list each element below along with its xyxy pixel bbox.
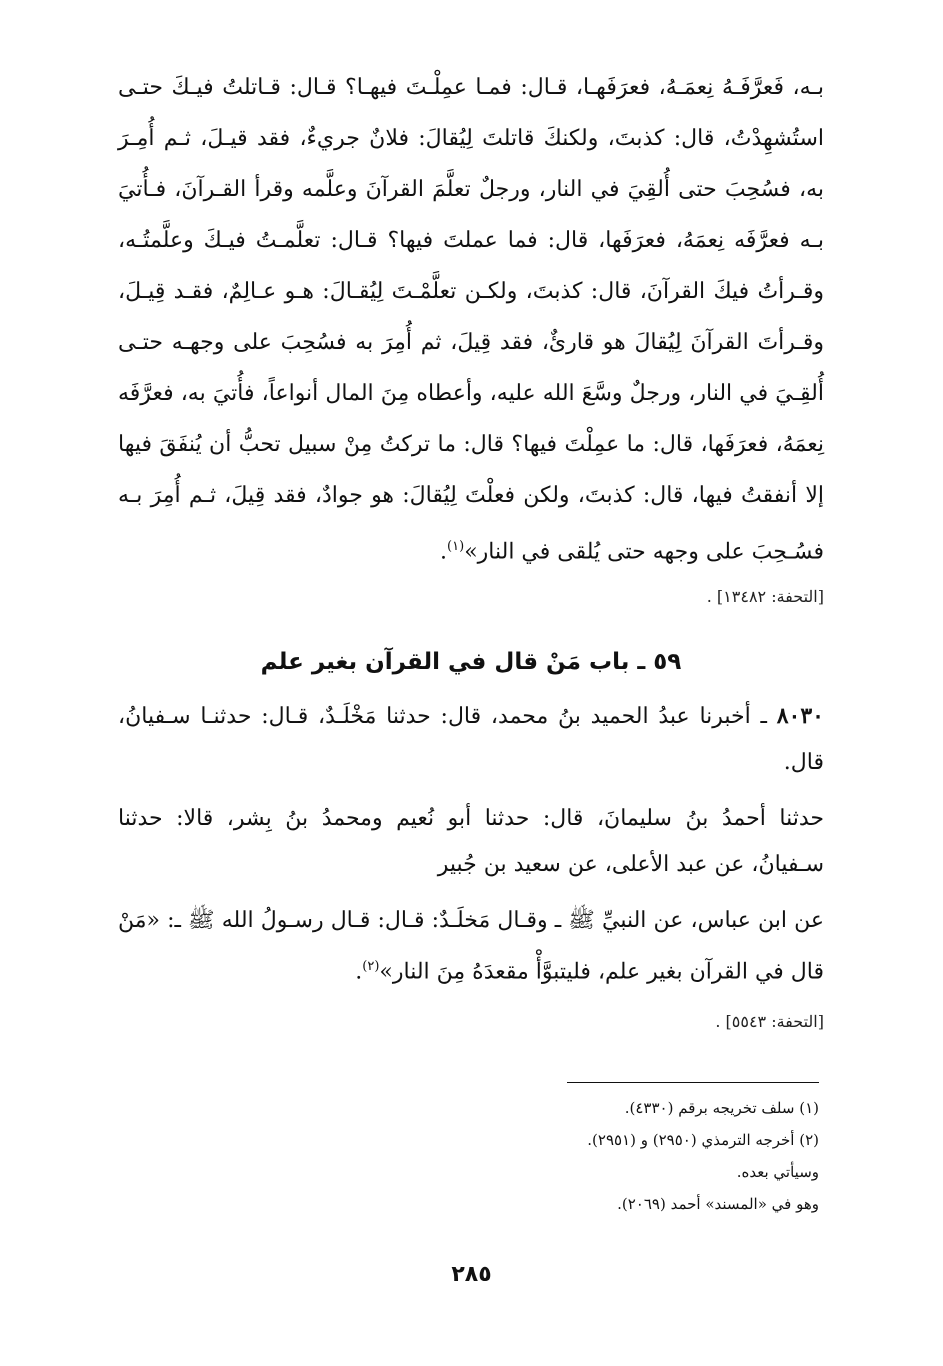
hadith-8030-matn <box>118 898 824 995</box>
hadith-continuation-text: بـه، فَعرَّفَـهُ نِعمَـهُ، فعرَفَهـا، قـال: فمـا عمِلْـتَ فيهـا؟ قـال: قـاتلتُ فيـكَ حتـى استُشهِدْتُ، قال: كذبتَ، ولكنكَ قاتلتَ لِيُقالَ: فلانٌ جريءٌ، فقد قيـلَ، ثـم أُمِـرَ به، فسُحِبَ حتى أُلقِيَ في النار، ورجلٌ تعلَّمَ القرآنَ وعلَّمه وقرأ القـرآنَ، فـأُتيَ بـه فعرَّفَه نِعمَهُ، فعرَفَها، قال: فما عملتَ فيها؟ قـال: تعلَّمـتُ فيـكَ وعلَّمتُـه، وقـرأتُ فيكَ القرآنَ، قال: كذبتَ، ولكـن تعلَّمْـتَ لِيُقـالَ: هـو عـالِمٌ، فقـد قِيـلَ، وقـرأتَ القرآنَ لِيُقالَ هو قارئٌ، فقد قِيلَ، ثم أُمِرَ به فسُحِبَ على وجهـه حتـى أُلقِـيَ في النار، ورجلٌ وسَّعَ الله عليه، وأعطاه مِنَ المال أنواعاً، فأُتيَ به، فعرَّفَه نِعمَهُ، فعرَفَها، قال: ما عمِلْتَ فيها؟ قال: ما تركتُ مِنْ سبيل تحبُّ أن يُنفَقَ فيها إلا أنفقتُ فيها، قال: كذبتَ، ولكن فعلْتَ لِيُقالَ: هو جوادٌ، فقد قِيلَ، ثـم أُمِرَ بـه فسُـحِبَ على وجهه حتى يُلقى في النار» <box>118 75 824 565</box>
footnote-2-note: وسيأتي بعده. <box>736 1163 819 1181</box>
page-body <box>118 62 824 1034</box>
matn-text: عن ابن عباس، عن النبيِّ ﷺ ـ وقـال مَخلَـدٌ: قـال: قـال رسـولُ الله ﷺ ـ: «مَنْ قال في القرآن بغير علم، فليتبوَّأْ مقعدَهُ مِنَ النار» <box>118 908 824 985</box>
matn-end: . <box>355 959 363 985</box>
sentence-end: . <box>440 539 448 565</box>
footnote-ref-2[interactable]: (٢) <box>362 959 380 975</box>
chapter-title: ٥٩ ـ باب مَنْ قال في القرآن بغير علم <box>260 649 682 676</box>
page-number: ٢٨٥ <box>451 1262 492 1287</box>
hadith-8030-isnad-2: حدثنا أحمدُ بنُ سليمانَ، قال: حدثنا أبو نُعيم ومحمدُ بنُ بِشر، قالا: حدثنا سـفيانُ، عن عبد الأعلى، عن سعيد بن جُبير <box>118 806 824 878</box>
tuhfa-reference-2: [التحفة: ٥٥٤٣] . <box>715 1011 824 1031</box>
footnotes <box>419 1092 819 1220</box>
isnad-1-text: ـ أخبرنا عبدُ الحميد بنُ محمد، قال: حدثنا مَخْلَـدٌ، قـال: حدثنـا سـفيانُ، قال. <box>118 704 824 776</box>
tuhfa-reference-1: [التحفة: ١٣٤٨٢] . <box>706 587 824 607</box>
hadith-number: ٨٠٣٠ <box>776 703 824 730</box>
hadith-continuation <box>118 62 824 577</box>
footnote-divider <box>567 1082 819 1083</box>
hadith-8030-isnad-1 <box>118 693 824 786</box>
footnote-2: (٢) أخرجه الترمذي (٢٩٥٠) و (٢٩٥١). <box>587 1131 819 1149</box>
footnote-ref-1[interactable]: (١) <box>447 539 465 554</box>
footnote-2-musnad: وهو في «المسند» أحمد (٢٠٦٩). <box>617 1195 819 1213</box>
footnote-1: (١) سلف تخريجه برقم (٤٣٣٠). <box>624 1099 819 1117</box>
